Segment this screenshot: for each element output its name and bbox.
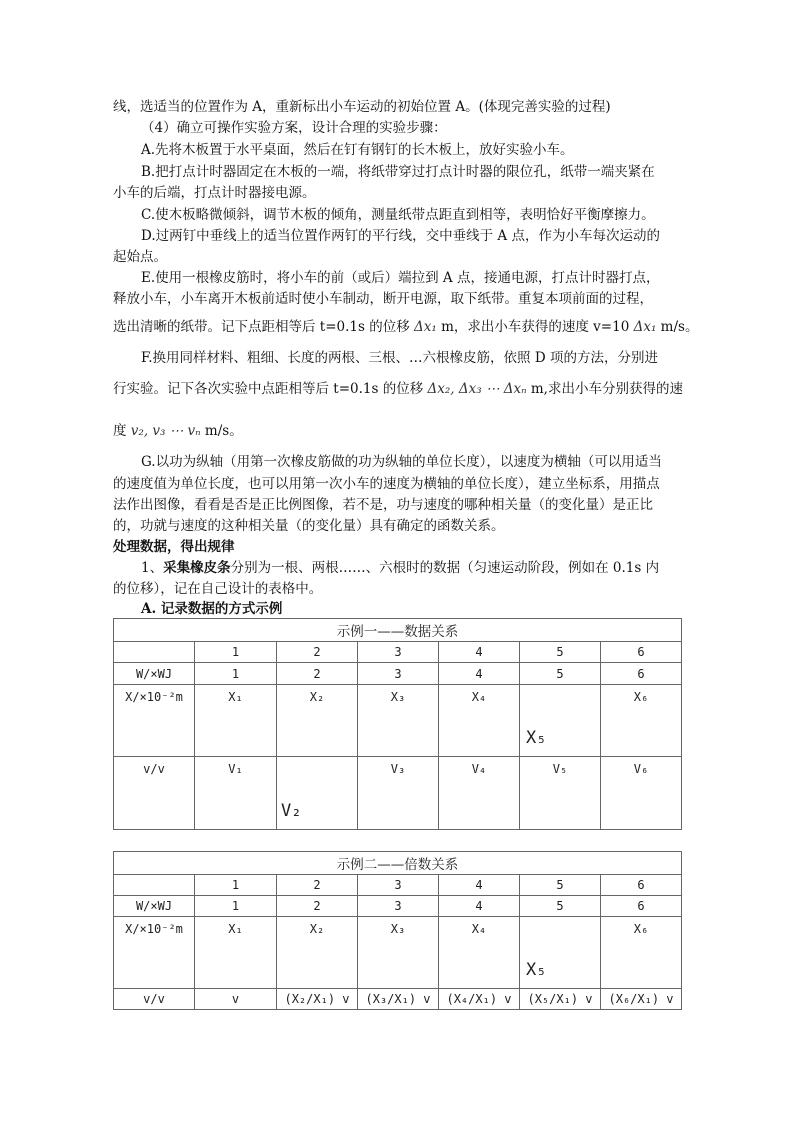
table-cell: 1: [195, 896, 277, 917]
table-cell: 1: [195, 642, 277, 663]
table-cell: 4: [439, 875, 520, 896]
text-segment: 行实验。记下各次实验中点距相等后 t=0.1s 的位移: [113, 381, 428, 397]
table-cell: 2: [277, 663, 358, 685]
subsection-heading: A. 记录数据的方式示例: [141, 601, 283, 617]
table-cell: 1: [195, 875, 277, 896]
text-segment: m，求出小车获得的速度 v=10: [436, 319, 634, 335]
table-row: [114, 663, 682, 685]
table-cell: [114, 642, 195, 663]
table-cell: V₃: [358, 757, 439, 830]
table-cell: 4: [439, 642, 520, 663]
section-heading: 处理数据，得出规律: [113, 539, 235, 555]
table-row: [114, 875, 682, 896]
text-segment: m/s。: [656, 319, 699, 335]
table-cell: 1: [195, 663, 277, 685]
cell-text: V₂: [281, 801, 302, 821]
table-cell: W/×WJ: [114, 663, 195, 685]
step-f: F.换用同样材料、粗细、长度的两根、三根、…六根橡皮筋，依照 D 项的方法，分别进: [141, 350, 658, 366]
table-cell: (X₄/X₁) v: [439, 989, 520, 1010]
table-cell: (X₂/X₁) v: [277, 989, 358, 1010]
table-cell: V₅: [520, 757, 601, 830]
text-line: （4）确立可操作实验方案，设计合理的实验步骤：: [141, 120, 447, 136]
table-title: 示例二——倍数关系: [114, 852, 682, 875]
text-line: [113, 317, 699, 337]
table-cell: V₁: [195, 757, 277, 830]
table-cell: 3: [358, 642, 439, 663]
text-segment: m,求出小车分别获得的速: [526, 381, 683, 397]
table-cell: 6: [601, 896, 682, 917]
table-cell: 2: [277, 642, 358, 663]
text-line: 的位移），记在自己设计的表格中。: [113, 581, 323, 597]
formula: Δx₁: [414, 319, 437, 335]
table-cell: 5: [520, 875, 601, 896]
data-table-1: [113, 618, 682, 830]
table-row: [114, 757, 682, 830]
table-cell: X₆: [601, 917, 682, 989]
table-cell: [520, 917, 601, 989]
table-cell: W/×WJ: [114, 896, 195, 917]
formula: Δx₁: [633, 319, 657, 335]
table-cell: X/×10⁻²m: [114, 685, 195, 757]
text-line: 的，功就与速度的这种相关量（的变化量）具有确定的函数关系。: [113, 518, 505, 534]
table-cell: 4: [439, 896, 520, 917]
text-segment: 1、: [141, 560, 164, 576]
table-cell: X₁: [195, 917, 277, 989]
text-line: [113, 379, 683, 399]
table-cell: 3: [358, 896, 439, 917]
table-cell: 2: [277, 875, 358, 896]
text-line: 小车的后端，打点计时器接电源。: [113, 185, 316, 201]
data-table-2: [113, 851, 682, 1010]
table-cell: X₆: [601, 685, 682, 757]
table-cell: X₃: [358, 917, 439, 989]
table-cell: X₂: [277, 917, 358, 989]
cell-text: X₅: [526, 728, 547, 748]
table-cell: X₄: [439, 917, 520, 989]
table-row: [114, 685, 682, 757]
table-row: [114, 896, 682, 917]
step-d: D.过两钉中垂线上的适当位置作两钉的平行线，交中垂线于 A 点，作为小车每次运动的: [141, 228, 660, 244]
text-segment: m/s。: [200, 423, 243, 439]
table-cell: X₃: [358, 685, 439, 757]
table-cell: (X₆/X₁) v: [601, 989, 682, 1010]
table-cell: V₆: [601, 757, 682, 830]
table-cell: [520, 685, 601, 757]
table-cell: 5: [520, 663, 601, 685]
table-cell: 5: [520, 896, 601, 917]
text-line: 法作出图像，看看是否是正比例图像，若不是，功与速度的哪种相关量（的变化量）是正比: [113, 497, 653, 513]
table-cell: X₂: [277, 685, 358, 757]
table-cell: 5: [520, 642, 601, 663]
table-cell: X/×10⁻²m: [114, 917, 195, 989]
table-cell: 4: [439, 663, 520, 685]
table-row: [114, 642, 682, 663]
table-cell: (X₅/X₁) v: [520, 989, 601, 1010]
text-line: [141, 558, 681, 578]
table-title: 示例一——数据关系: [114, 619, 682, 642]
table-cell: 6: [601, 642, 682, 663]
table-cell: 3: [358, 663, 439, 685]
text-line: 的速度值为单位长度，也可以用第一次小车的速度为横轴的单位长度），建立坐标系，用描点: [113, 476, 660, 492]
table-cell: v/v: [114, 989, 195, 1010]
table-cell: V₄: [439, 757, 520, 830]
step-c: C.使木板略微倾斜，调节木板的倾角，测量纸带点距直到相等，表明恰好平衡摩擦力。: [141, 207, 655, 223]
text-line: [113, 421, 683, 441]
step-g: G.以功为纵轴（用第一次橡皮筋做的功为纵轴的单位长度），以速度为横轴（可以用适当: [141, 454, 662, 470]
step-b: B.把打点计时器固定在木板的一端，将纸带穿过打点计时器的限位孔，纸带一端夹紧在: [141, 164, 655, 180]
table-cell: 6: [601, 875, 682, 896]
text-segment: 度: [113, 423, 131, 439]
table-cell: [277, 757, 358, 830]
table-cell: 3: [358, 875, 439, 896]
table-row: [114, 917, 682, 989]
text-line: 起始点。: [113, 249, 167, 265]
table-cell: (X₃/X₁) v: [358, 989, 439, 1010]
step-e: E.使用一根橡皮筋时，将小车的前（或后）端拉到 A 点，接通电源，打点计时器打点，: [141, 270, 660, 286]
text-segment: 选出清晰的纸带。记下点距相等后 t=0.1s 的位移: [113, 319, 415, 335]
table-cell: v/v: [114, 757, 195, 830]
table-cell: v: [195, 989, 277, 1010]
table-cell: 2: [277, 896, 358, 917]
step-a: A.先将木板置于水平桌面，然后在钉有钢钉的长木板上，放好实验小车。: [141, 142, 574, 158]
text-line: 线，选适当的位置作为 A，重新标出小车运动的初始位置 A。(体现完善实验的过程): [113, 99, 611, 115]
text-emphasis: 采集橡皮条: [163, 560, 231, 576]
table-cell: X₄: [439, 685, 520, 757]
table-cell: 6: [601, 663, 682, 685]
cell-text: X₅: [526, 960, 547, 980]
text-segment: 分别为一根、两根……、六根时的数据（匀速运动阶段，例如在 0.1s 内: [230, 560, 660, 576]
formula: Δx₂, Δx₃ ⋯ Δxₙ: [427, 381, 527, 397]
table-cell: [114, 875, 195, 896]
formula: v₂, v₃ ⋯ vₙ: [130, 423, 201, 439]
text-line: 释放小车，小车离开木板前适时使小车制动，断开电源，取下纸带。重复本项前面的过程，: [113, 291, 653, 307]
table-row: [114, 989, 682, 1010]
table-cell: X₁: [195, 685, 277, 757]
